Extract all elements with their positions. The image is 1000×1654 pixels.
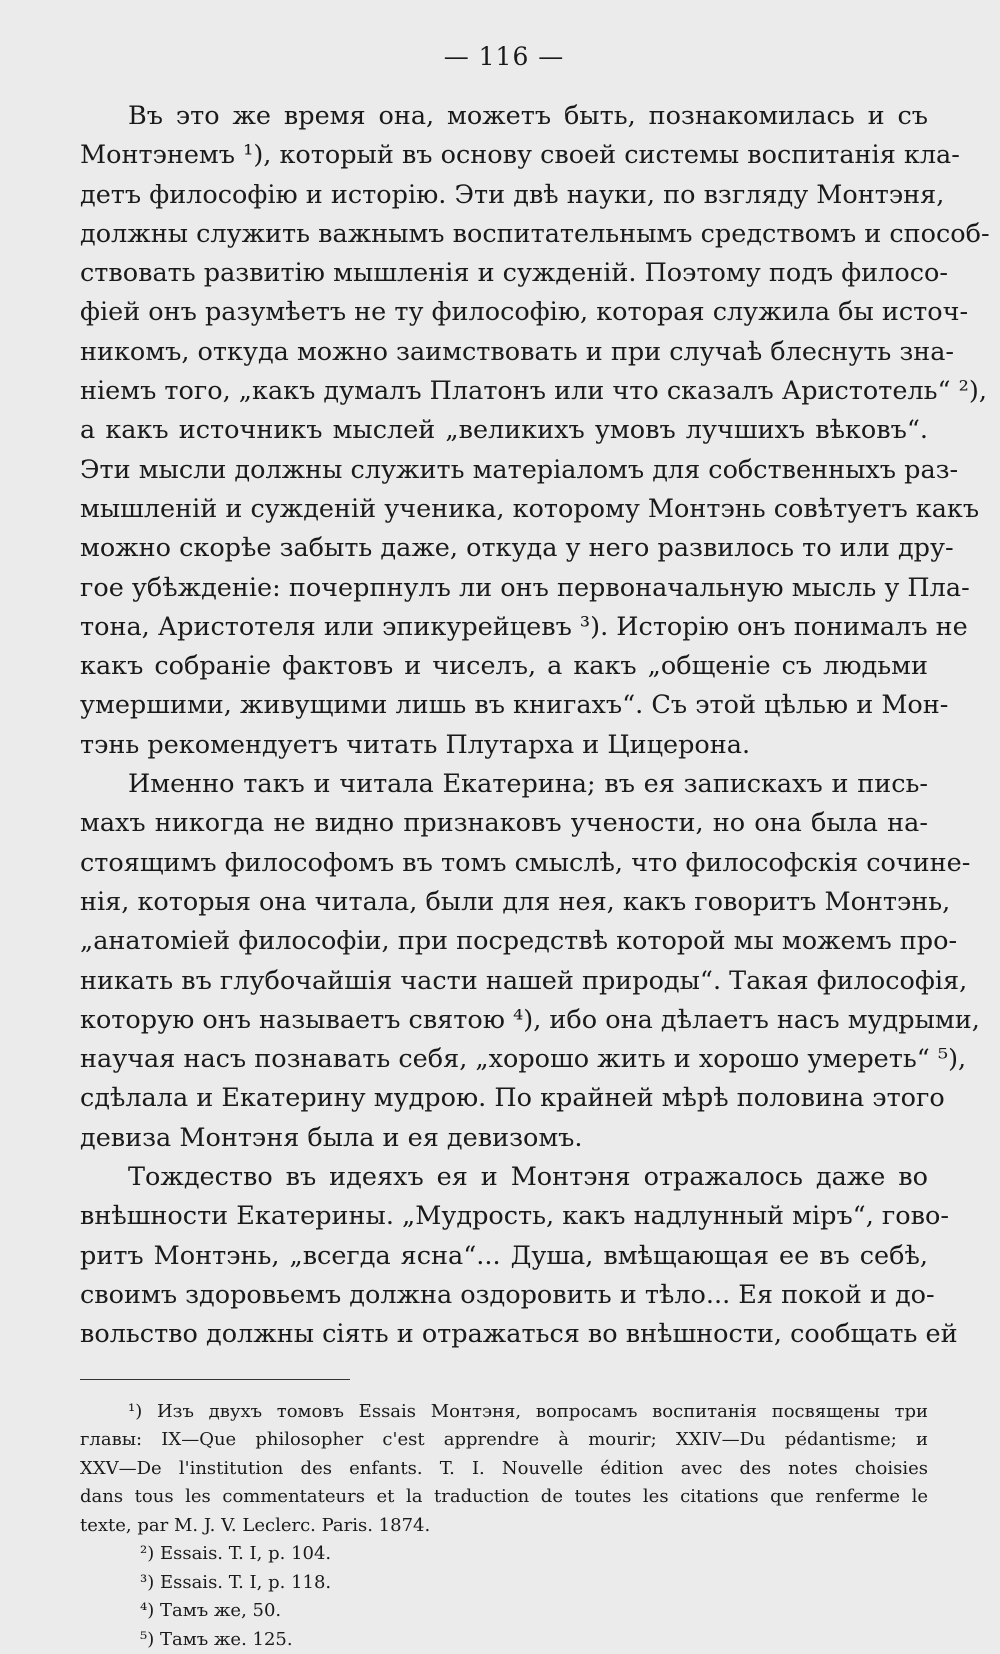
text-line: Тождество въ идеяхъ ея и Монтэня отражалось даже во	[80, 1158, 928, 1197]
text-line: ритъ Монтэнь, „всегда ясна“... Душа, вмѣщающая ее въ себѣ,	[80, 1237, 928, 1276]
footnotes	[80, 1398, 928, 1654]
text-line: стоящимъ философомъ въ томъ смыслѣ, что философскія сочине-	[80, 844, 928, 883]
paragraph-1	[80, 97, 928, 765]
footnote-line: texte, par M. J. V. Leclerc. Paris. 1874.	[80, 1512, 928, 1541]
text-line: мышленій и сужденій ученика, которому Монтэнь совѣтуетъ какъ	[80, 490, 928, 529]
text-line: научая насъ познавать себя, „хорошо жить и хорошо умереть“ ⁵),	[80, 1040, 928, 1079]
text-line: тэнь рекомендуетъ читать Плутарха и Цицерона.	[80, 726, 928, 765]
text-line: внѣшности Екатерины. „Мудрость, какъ надлунный міръ“, гово-	[80, 1197, 928, 1236]
text-line: гое убѣжденіе: почерпнулъ ли онъ первоначальную мысль у Пла-	[80, 569, 928, 608]
footnote-line: XXV—De l'institution des enfants. T. I. Nouvelle édition avec des notes choisies	[80, 1455, 928, 1484]
footnote-3: ³) Essais. T. I, p. 118.	[80, 1569, 928, 1598]
text-line: умершими, живущими лишь въ книгахъ“. Съ этой цѣлью и Мон-	[80, 686, 928, 725]
footnote-divider	[80, 1379, 350, 1380]
text-line: никомъ, откуда можно заимствовать и при случаѣ блеснуть зна-	[80, 333, 928, 372]
text-line: нія, которыя она читала, были для нея, какъ говоритъ Монтэнь,	[80, 883, 928, 922]
footnote-4: ⁴) Тамъ же, 50.	[80, 1597, 928, 1626]
text-line: никать въ глубочайшія части нашей природы“. Такая философія,	[80, 962, 928, 1001]
text-line: сдѣлала и Екатерину мудрою. По крайней мѣрѣ половина этого	[80, 1079, 928, 1118]
text-line: своимъ здоровьемъ должна оздоровить и тѣло... Ея покой и до-	[80, 1276, 928, 1315]
text-line: фіей онъ разумѣетъ не ту философію, которая служила бы источ-	[80, 293, 928, 332]
page-number: — 116 —	[80, 42, 928, 71]
text-line: детъ философію и исторію. Эти двѣ науки, по взгляду Монтэня,	[80, 176, 928, 215]
text-line: махъ никогда не видно признаковъ учености, но она была на-	[80, 804, 928, 843]
text-line: Въ это же время она, можетъ быть, познакомилась и съ	[80, 97, 928, 136]
text-line: Именно такъ и читала Екатерина; въ ея запискахъ и пись-	[80, 765, 928, 804]
text-line: Монтэнемъ ¹), который въ основу своей системы воспитанія кла-	[80, 136, 928, 175]
footnote-1	[80, 1398, 928, 1541]
text-line: Эти мысли должны служить матеріаломъ для собственныхъ раз-	[80, 451, 928, 490]
main-text	[80, 97, 928, 1355]
footnote-2: ²) Essais. T. I, p. 104.	[80, 1540, 928, 1569]
text-line: которую онъ называетъ святою ⁴), ибо она дѣлаетъ насъ мудрыми,	[80, 1001, 928, 1040]
text-line: ніемъ того, „какъ думалъ Платонъ или что сказалъ Аристотель“ ²),	[80, 372, 928, 411]
text-line: „анатоміей философіи, при посредствѣ которой мы можемъ про-	[80, 922, 928, 961]
footnote-5: ⁵) Тамъ же. 125.	[80, 1626, 928, 1654]
footnote-line: главы: IX—Que philosopher c'est apprendre à mourir; XXIV—Du pédantisme; и	[80, 1426, 928, 1455]
paragraph-3	[80, 1158, 928, 1354]
footnote-line: ¹) Изъ двухъ томовъ Essais Монтэня, вопросамъ воспитанія посвящены три	[80, 1398, 928, 1427]
footnote-line: dans tous les commentateurs et la traduction de toutes les citations que renferme le	[80, 1483, 928, 1512]
paragraph-2	[80, 765, 928, 1158]
text-line: вольство должны сіять и отражаться во внѣшности, сообщать ей	[80, 1315, 928, 1354]
text-line: девиза Монтэня была и ея девизомъ.	[80, 1119, 928, 1158]
text-line: а какъ источникъ мыслей „великихъ умовъ лучшихъ вѣковъ“.	[80, 411, 928, 450]
text-line: какъ собраніе фактовъ и чиселъ, а какъ „общеніе съ людьми	[80, 647, 928, 686]
text-line: тона, Аристотеля или эпикурейцевъ ³). Исторію онъ понималъ не	[80, 608, 928, 647]
text-line: можно скорѣе забыть даже, откуда у него развилось то или дру-	[80, 529, 928, 568]
text-line: ствовать развитію мышленія и сужденій. Поэтому подъ филосо-	[80, 254, 928, 293]
text-line: должны служить важнымъ воспитательнымъ средствомъ и способ-	[80, 215, 928, 254]
